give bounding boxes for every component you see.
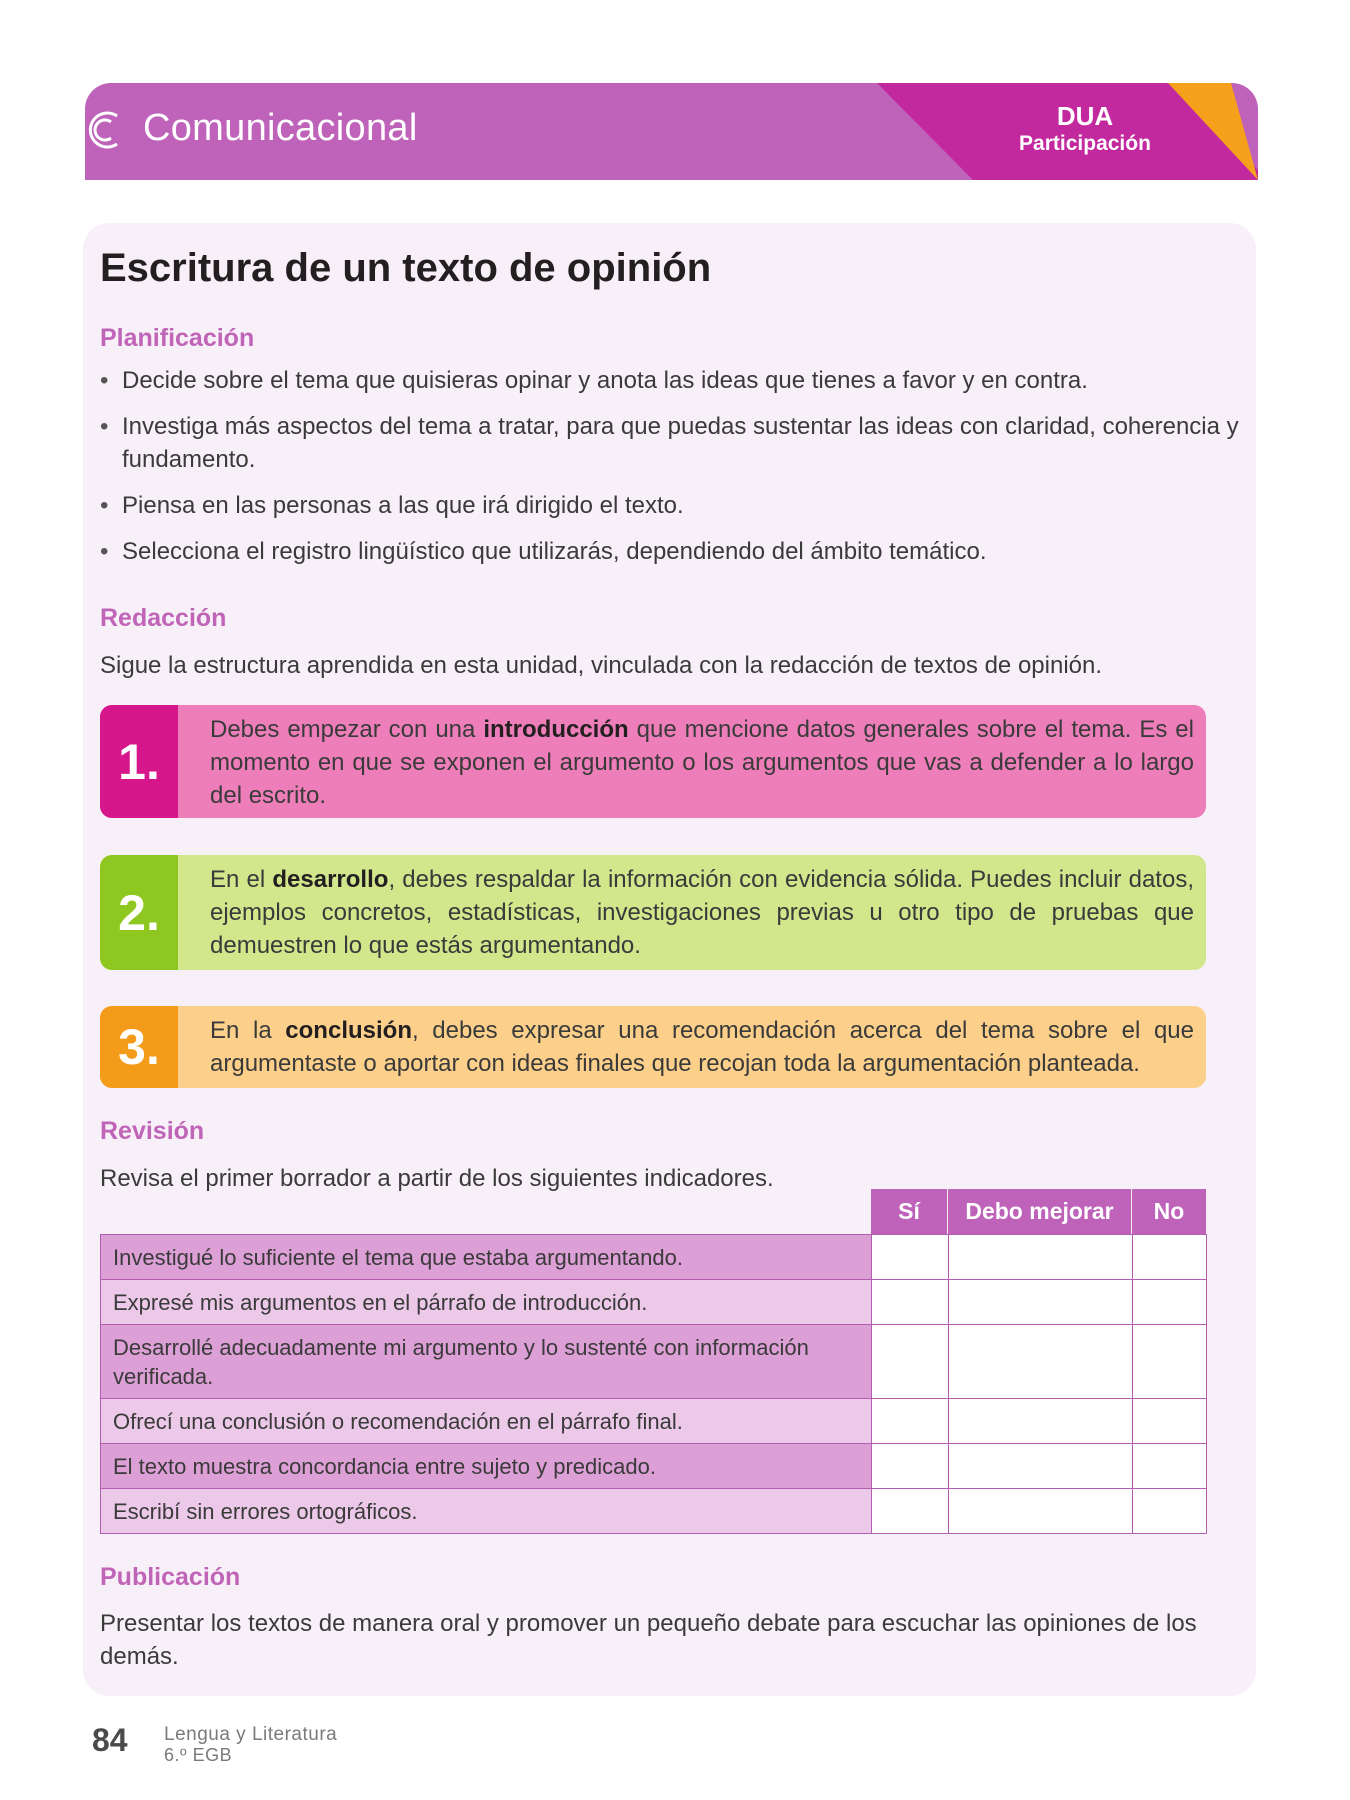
revision-intro: Revisa el primer borrador a partir de los siguientes indicadores. <box>100 1165 774 1192</box>
indicator-label: Escribí sin errores ortográficos. <box>101 1489 872 1533</box>
publicacion-heading: Publicación <box>100 1563 241 1591</box>
step-text <box>178 1006 1206 1088</box>
step-keyword: introducción <box>483 716 629 743</box>
step-introduccion <box>100 705 1206 818</box>
step-text <box>178 855 1206 970</box>
step-text <box>178 705 1206 818</box>
check-cell-si[interactable] <box>872 1489 949 1533</box>
list-item: • Investiga más aspectos del tema a tratar, para que puedas sustentar las ideas con claridad, coherencia y fundamento. <box>100 410 1250 476</box>
step-keyword: conclusión <box>285 1017 412 1044</box>
table-row <box>101 1489 1207 1534</box>
check-cell-debo-mejorar[interactable] <box>949 1399 1133 1443</box>
check-cell-no[interactable] <box>1133 1489 1207 1533</box>
table-row <box>101 1399 1207 1444</box>
step-number: 3. <box>100 1006 178 1088</box>
check-cell-debo-mejorar[interactable] <box>949 1235 1133 1279</box>
comunicacional-c-icon <box>85 107 125 153</box>
check-cell-no[interactable] <box>1133 1399 1207 1443</box>
check-cell-no[interactable] <box>1133 1325 1207 1398</box>
step-text-start: En el <box>210 866 273 893</box>
column-header-si: Sí <box>871 1189 948 1234</box>
table-row <box>101 1444 1207 1489</box>
indicator-label: Ofrecí una conclusión o recomendación en el párrafo final. <box>101 1399 872 1443</box>
table-row <box>101 1280 1207 1325</box>
step-text-end: que mencione datos generales sobre el tema. Es el momento en que se exponen el argumento o los argumentos que vas a defender a lo largo del escrito. <box>210 716 1194 809</box>
list-item: • Selecciona el registro lingüístico que utilizarás, dependiendo del ámbito temático. <box>100 535 1250 568</box>
column-header-no: No <box>1132 1189 1206 1234</box>
column-header-debo-mejorar: Debo mejorar <box>948 1189 1132 1234</box>
page-title: Escritura de un texto de opinión <box>100 246 712 290</box>
step-keyword: desarrollo <box>272 866 389 893</box>
footer-grade: 6.º EGB <box>164 1745 233 1765</box>
check-cell-no[interactable] <box>1133 1444 1207 1488</box>
dua-badge <box>995 101 1175 157</box>
check-cell-si[interactable] <box>872 1399 949 1443</box>
indicator-label: Expresé mis argumentos en el párrafo de introducción. <box>101 1280 872 1324</box>
indicator-label: Desarrollé adecuadamente mi argumento y lo sustenté con información verificada. <box>101 1325 872 1398</box>
list-item: • Piensa en las personas a las que irá dirigido el texto. <box>100 489 1250 522</box>
section-name: Comunicacional <box>143 107 418 149</box>
table-row <box>101 1325 1207 1399</box>
indicator-label: Investigué lo suficiente el tema que estaba argumentando. <box>101 1235 872 1279</box>
publicacion-text: Presentar los textos de manera oral y promover un pequeño debate para escuchar las opiniones de los demás. <box>100 1610 1197 1670</box>
check-cell-no[interactable] <box>1133 1235 1207 1279</box>
check-cell-debo-mejorar[interactable] <box>949 1444 1133 1488</box>
step-conclusion <box>100 1006 1206 1088</box>
dua-label: DUA <box>1056 101 1114 131</box>
revision-heading: Revisión <box>100 1117 205 1145</box>
revision-table <box>100 1234 1207 1534</box>
step-desarrollo <box>100 855 1206 970</box>
step-text-start: En la <box>210 1017 286 1044</box>
step-number: 1. <box>100 705 178 818</box>
check-cell-si[interactable] <box>872 1325 949 1398</box>
page-number: 84 <box>92 1722 128 1758</box>
step-text-end: , debes respaldar la información con evidencia sólida. Puedes incluir datos, ejemplos concretos, estadísticas, investigaciones previas u otro tipo de pruebas que demuestren lo que estás argumentando. <box>210 866 1194 959</box>
dua-participation-label: Participación <box>1019 132 1151 155</box>
check-cell-debo-mejorar[interactable] <box>949 1489 1133 1533</box>
redaccion-heading: Redacción <box>100 604 227 632</box>
step-text-start: Debes empezar con una <box>210 716 484 743</box>
planificacion-list <box>100 364 1250 581</box>
list-item: • Decide sobre el tema que quisieras opinar y anota las ideas que tienes a favor y en contra. <box>100 364 1250 397</box>
check-cell-no[interactable] <box>1133 1280 1207 1324</box>
check-cell-si[interactable] <box>872 1280 949 1324</box>
check-cell-si[interactable] <box>872 1444 949 1488</box>
section-header <box>85 83 1258 180</box>
check-cell-si[interactable] <box>872 1235 949 1279</box>
redaccion-intro: Sigue la estructura aprendida en esta unidad, vinculada con la redacción de textos de opinión. <box>100 652 1103 679</box>
table-row <box>101 1235 1207 1280</box>
check-cell-debo-mejorar[interactable] <box>949 1325 1133 1398</box>
step-number: 2. <box>100 855 178 970</box>
footer-subject: Lengua y Literatura <box>164 1724 338 1745</box>
step-text-end: , debes expresar una recomendación acerca del tema sobre el que argumentaste o aportar con ideas finales que recojan toda la argumentación planteada. <box>210 1017 1194 1077</box>
planificacion-heading: Planificación <box>100 324 255 352</box>
indicator-label: El texto muestra concordancia entre sujeto y predicado. <box>101 1444 872 1488</box>
check-cell-debo-mejorar[interactable] <box>949 1280 1133 1324</box>
